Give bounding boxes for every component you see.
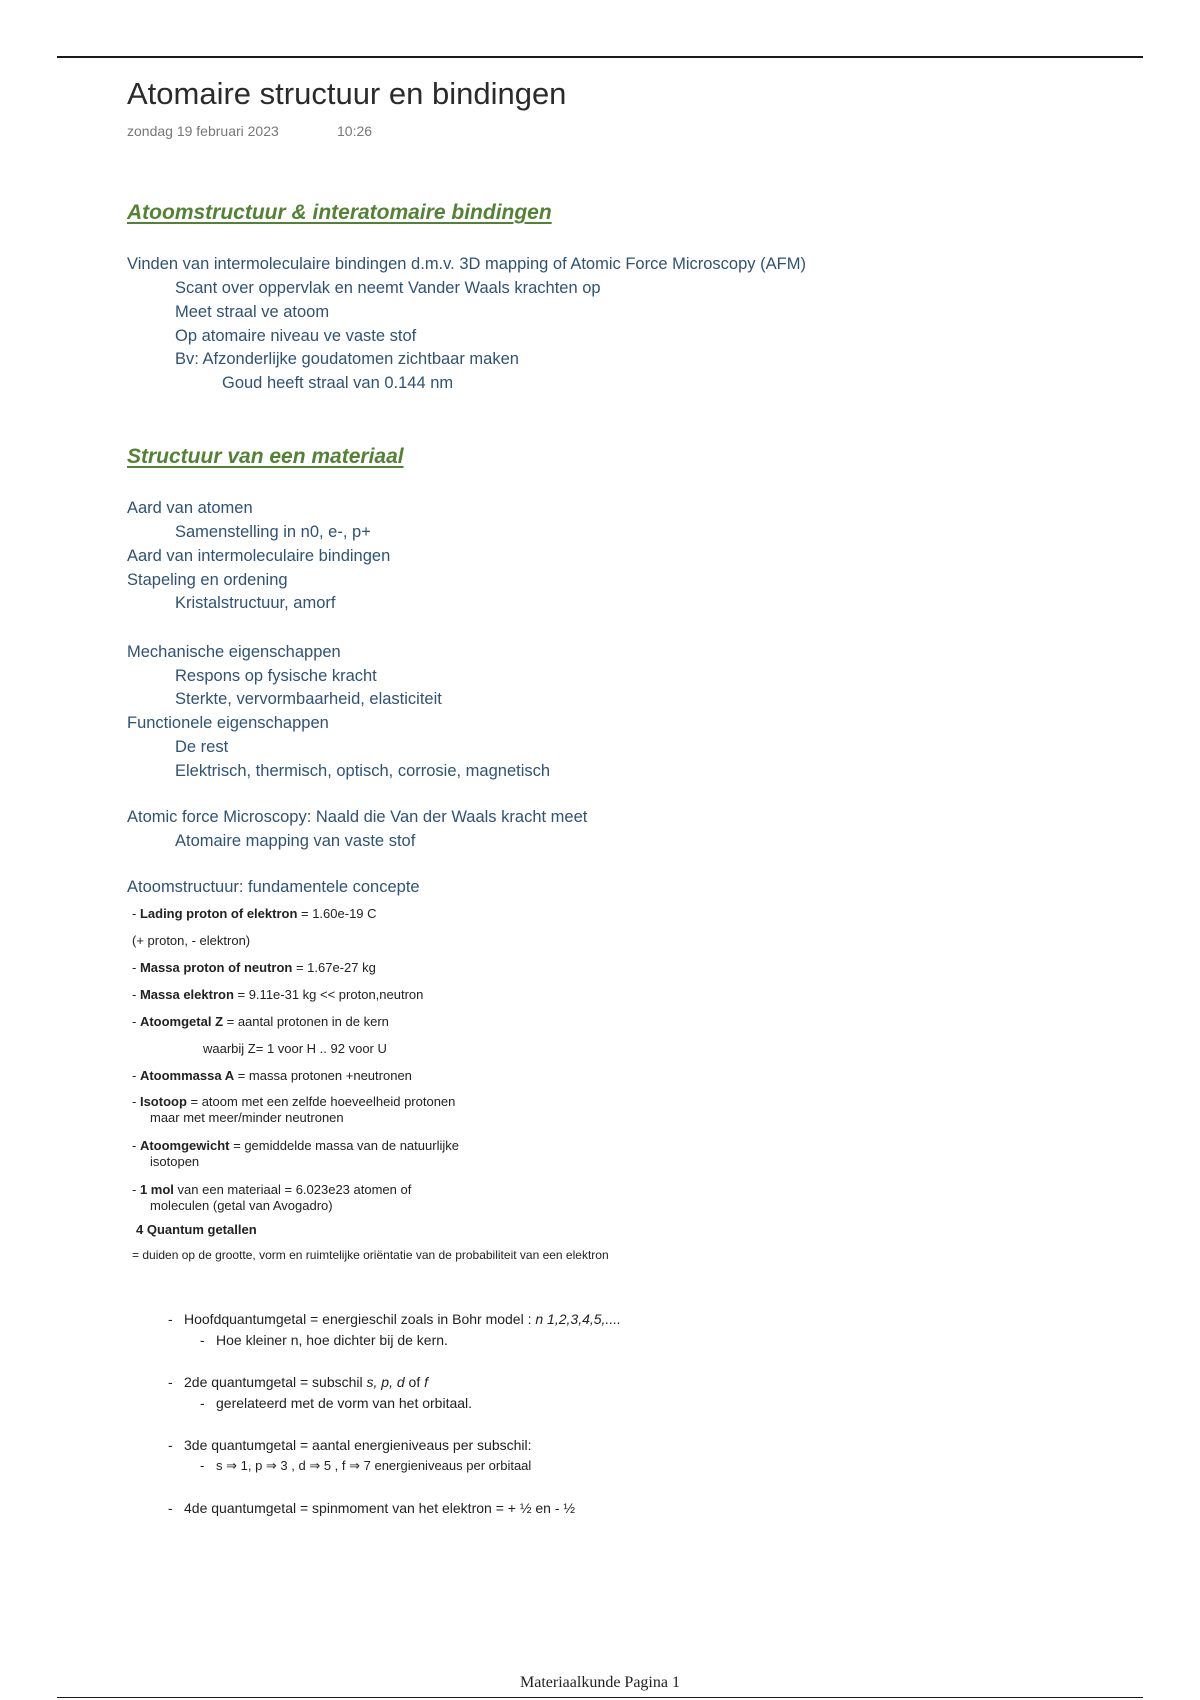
text-line: Op atomaire niveau ve vaste stof: [175, 327, 417, 345]
text-line: Elektrisch, thermisch, optisch, corrosie, magnetisch: [175, 762, 551, 780]
text-line: Stapeling en ordening: [127, 571, 288, 589]
text-line: Bv: Afzonderlijke goudatomen zichtbaar maken: [175, 350, 519, 368]
text-line: Respons op fysische kracht: [175, 667, 377, 685]
section-heading-atoomstructuur: Atoomstructuur & interatomaire bindingen: [127, 201, 552, 224]
concept-line: (+ proton, - elektron): [132, 933, 251, 948]
text-line: Scant over oppervlak en neemt Vander Waals krachten op: [175, 279, 601, 297]
text-line: Atoomstructuur: fundamentele concepte: [127, 878, 420, 896]
quantum-item-2: - 2de quantumgetal = subschil s, p, d of f: [168, 1374, 429, 1390]
text-line: Aard van intermoleculaire bindingen: [127, 547, 391, 565]
page-footer: Materiaalkunde Pagina 1: [520, 1674, 680, 1691]
page-date: zondag 19 februari 2023: [127, 123, 279, 139]
page-time: 10:26: [337, 123, 373, 139]
text-line: Samenstelling in n0, e-, p+: [175, 523, 371, 541]
text-line: Atomaire mapping van vaste stof: [175, 832, 416, 850]
section-heading-structuur: Structuur van een materiaal: [127, 445, 404, 468]
quantum-item-4: - 4de quantumgetal = spinmoment van het elektron = + ½ en - ½: [168, 1500, 576, 1516]
bottom-rule: [57, 1697, 1143, 1698]
text-line: Aard van atomen: [127, 499, 253, 517]
concept-line: - Lading proton of elektron = 1.60e-19 C: [132, 906, 377, 921]
text-line: Mechanische eigenschappen: [127, 643, 341, 661]
text-line: Sterkte, vervormbaarheid, elasticiteit: [175, 690, 442, 708]
text-line: Goud heeft straal van 0.144 nm: [222, 374, 454, 392]
quantum-item-1-sub: - Hoe kleiner n, hoe dichter bij de kern.: [200, 1332, 448, 1348]
page-title: Atomaire structuur en bindingen: [127, 76, 567, 111]
quantum-item-3-sub: - s ⇒ 1, p ⇒ 3 , d ⇒ 5 , f ⇒ 7 energieniveaus per orbitaal: [200, 1458, 532, 1473]
concept-line: - Massa elektron = 9.11e-31 kg << proton,neutron: [132, 987, 424, 1002]
text-line: De rest: [175, 738, 229, 756]
top-rule: [57, 56, 1143, 58]
text-line: Vinden van intermoleculaire bindingen d.m.v. 3D mapping of Atomic Force Microscopy (AFM): [127, 255, 806, 273]
concept-line: isotopen: [150, 1154, 200, 1169]
quantum-item-1: - Hoofdquantumgetal = energieschil zoals in Bohr model : n 1,2,3,4,5,....: [168, 1311, 621, 1327]
concept-line: - Atoomgetal Z = aantal protonen in de kern: [132, 1014, 389, 1029]
concept-line: moleculen (getal van Avogadro): [150, 1198, 333, 1213]
concept-line: - Massa proton of neutron = 1.67e-27 kg: [132, 960, 376, 975]
concept-line: - Isotoop = atoom met een zelfde hoeveelheid protonen: [132, 1094, 456, 1109]
text-line: Meet straal ve atoom: [175, 303, 330, 321]
concept-line: - Atoomgewicht = gemiddelde massa van de natuurlijke: [132, 1138, 459, 1153]
quantum-heading: 4 Quantum getallen: [136, 1222, 257, 1237]
quantum-item-2-sub: - gerelateerd met de vorm van het orbitaal.: [200, 1395, 473, 1411]
concept-line: waarbij Z= 1 voor H .. 92 voor U: [203, 1041, 387, 1056]
quantum-item-3: - 3de quantumgetal = aantal energieniveaus per subschil:: [168, 1437, 532, 1453]
text-line: Kristalstructuur, amorf: [175, 594, 336, 612]
concept-line: - Atoommassa A = massa protonen +neutronen: [132, 1068, 412, 1083]
quantum-description: = duiden op de grootte, vorm en ruimtelijke oriëntatie van de probabiliteit van een elektron: [132, 1248, 609, 1262]
text-line: Functionele eigenschappen: [127, 714, 329, 732]
concept-line: - 1 mol van een materiaal = 6.023e23 atomen of: [132, 1182, 412, 1197]
text-line: Atomic force Microscopy: Naald die Van der Waals kracht meet: [127, 808, 588, 826]
concept-line: maar met meer/minder neutronen: [150, 1110, 344, 1125]
